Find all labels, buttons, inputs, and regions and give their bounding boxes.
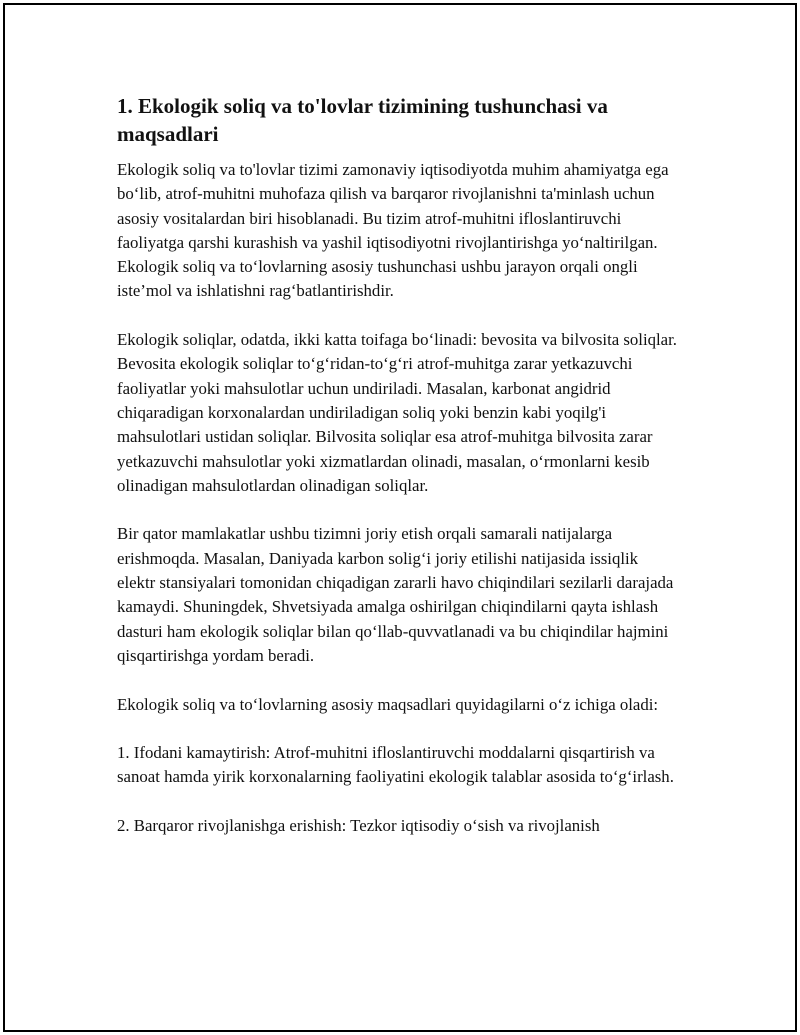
paragraph-goals-intro: Ekologik soliq va to‘lovlarning asosiy maqsadlari quyidagilarni o‘z ichiga oladi:: [117, 694, 659, 714]
paragraph-tax-types: Ekologik soliqlar, odatda, ikki katta toifaga bo‘linadi: bevosita va bilvosita soliqlar. Bevosita ekologik soliqlar to‘g‘ridan-to‘g‘ri atrof-muhitga zarar yetkazuvchi faoliyatlar yoki mahsulotlar uchun undiriladi. Masalan, karbonat angidrid chiqaradigan korxonalardan undiriladigan soliq yoki benzin kabi yoqilg'i mahsulotlari ustidan soliqlar. Bilvosita soliqlar esa atrof-muhitga bilvosita zarar yetkazuvchi mahsulotlar yoki xizmatlardan olinadi, masalan, o‘rmonlarni kesib olinadigan mahsulotlardan olinadigan soliqlar.: [117, 330, 677, 495]
list-item-goal-2: 2. Barqaror rivojlanishga erishish: Tezkor iqtisodiy o‘sish va rivojlanish: [117, 816, 600, 836]
paragraph-country-examples: Bir qator mamlakatlar ushbu tizimni joriy etish orqali samarali natijalarga erishmoqda. Masalan, Daniyada karbon solig‘i joriy etilishi natijasida issiqlik elektr stansiyalari tomonidan chiqadigan zararli havo chiqindilari sezilarli darajada kamaydi. Shuningdek, Shvetsiyada amalga oshirilgan chiqindilarni qayta ishlash dasturi ham ekologik soliqlar bilan qo‘llab-quvvatlanadi va bu chiqindilar hajmini qisqartirishga yordam beradi.: [117, 524, 674, 665]
paragraph-intro: Ekologik soliq va to'lovlar tizimi zamonaviy iqtisodiyotda muhim ahamiyatga ega bo‘lib, atrof-muhitni muhofaza qilish va barqaror rivojlanishni ta'minlash uchun asosiy vositalardan biri hisoblanadi. Bu tizim atrof-muhitni ifloslantiruvchi faoliyatga qarshi kurashish va yashil iqtisodiyotni rivojlantirishga yo‘naltirilgan. Ekologik soliq va to‘lovlarning asosiy tushunchasi ushbu jarayon orqali ongli iste’mol va ishlatishni rag‘batlantirishdir.: [117, 160, 669, 301]
document-body: [117, 92, 677, 863]
section-heading: 1. Ekologik soliq va to'lovlar tizimining tushunchasi va maqsadlari: [117, 94, 608, 146]
list-item-goal-1: 1. Ifodani kamaytirish: Atrof-muhitni ifloslantiruvchi moddalarni qisqartirish va sanoat hamda yirik korxonalarning faoliyatini ekologik talablar asosida to‘g‘irlash.: [117, 743, 674, 787]
